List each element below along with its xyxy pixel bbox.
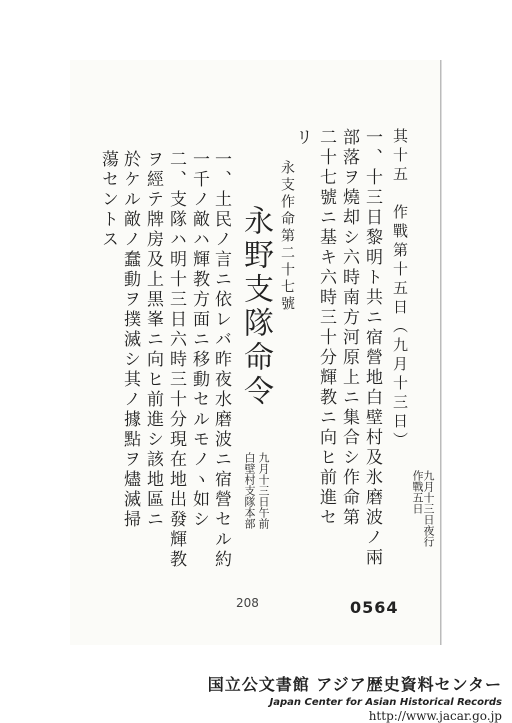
text-column-1: 一、十三日黎明ト共ニ宿營地白壁村及氷磨波ノ兩 [362,128,382,568]
text-column-note: 九月十三日夜行作戰五日 [411,470,435,547]
issuer-place: 白壁村支隊本部 [243,452,256,529]
text-column-6: 一、土民ノ言ニ依レバ昨夜水磨波ニ宿營セル約 [211,150,231,570]
document-title: 永野支隊命令 [238,205,273,409]
issuer-date: 九月十三日午前 [257,452,270,529]
text-column-10: 於ケル敵ノ蠢動ヲ撲滅シ其ノ據點ヲ燼滅掃 [120,150,140,530]
text-column-7: 一千ノ敵ハ輝教方面ニ移動セルモノヽ如シ [189,150,209,530]
text-column-9: ヲ經テ牌房及上黒峯ニ向ヒ前進シ該地區ニ [143,150,163,530]
institution-url[interactable]: http://www.jacar.go.jp [368,709,502,723]
text-column-3: 二十七號ニ基キ六時三十分輝教ニ向ヒ前進セ [316,128,336,528]
text-column-11: 蕩セントス [98,150,118,250]
order-number: 永支作命第二十七號 [279,160,295,313]
institution-name-en: Japan Center for Asian Historical Records [269,697,502,708]
text-column-2: 部落ヲ燒却シ六時南方河原上ニ集合シ作命第 [339,128,359,528]
text-column-4: リ [292,128,312,148]
section-heading: 其十五 作戰第十五日（九月十三日） [391,128,409,451]
text-column-8: 二、支隊ハ明十三日六時三十分現在地出發輝教 [166,150,186,570]
page-number: 208 [236,596,259,610]
institution-name-jp: 国立公文書館 アジア歴史資料センター [207,675,502,694]
reference-number: 0564 [350,598,399,617]
archive-footer [172,672,502,723]
